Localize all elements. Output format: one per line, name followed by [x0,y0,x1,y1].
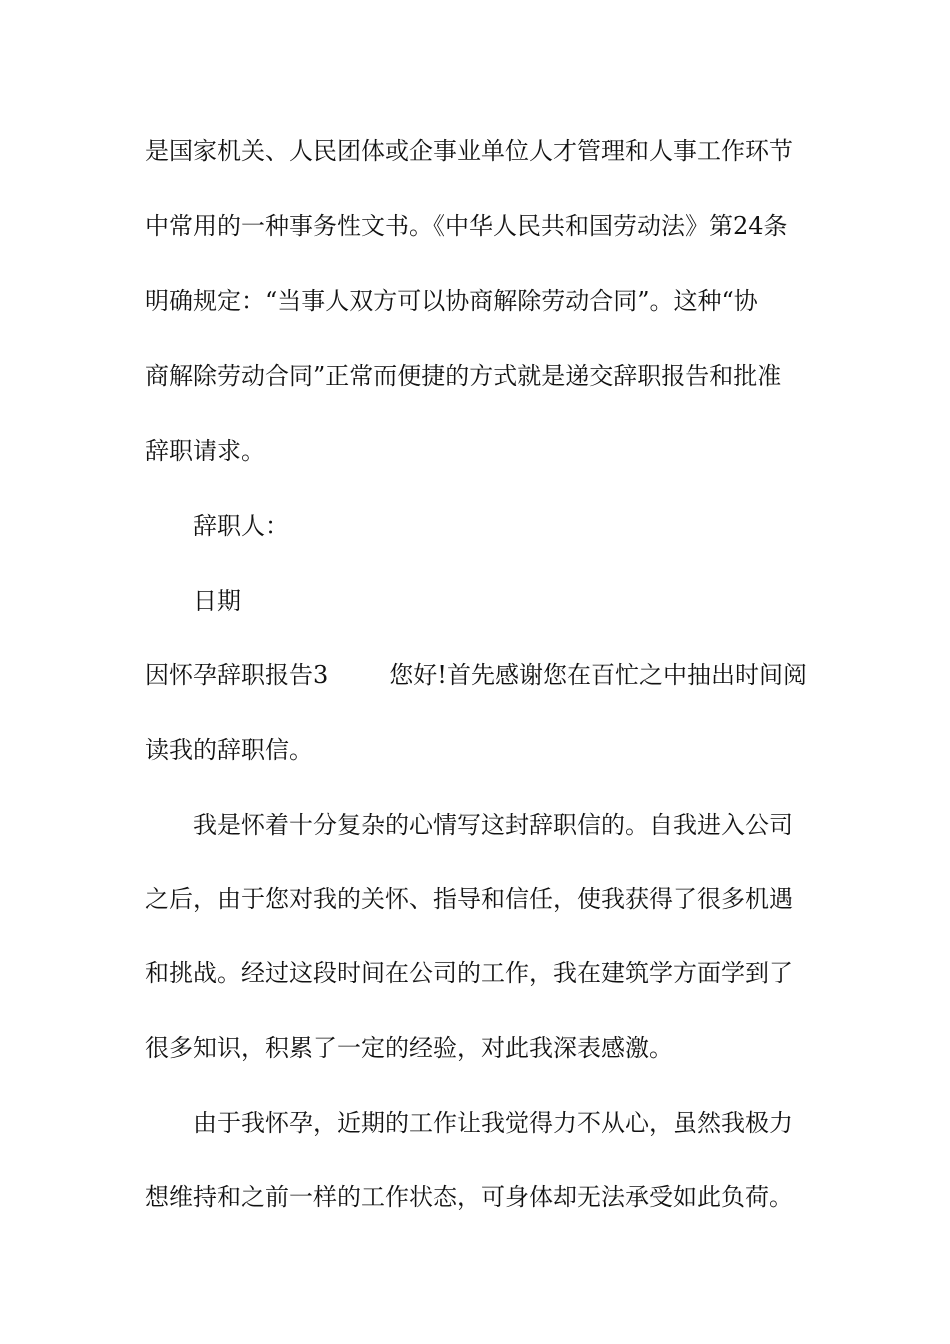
signature-label: 辞职人： [193,512,289,540]
text-line: 之后，由于您对我的关怀、指导和信任，使我获得了很多机遇 [145,885,793,913]
report-heading-line: 因怀孕辞职报告3 您好!首先感谢您在百忙之中抽出时间阅 [145,661,807,689]
text-line: 读我的辞职信。 [145,736,313,764]
text-line: 辞职请求。 [145,437,265,465]
text-line: 很多知识，积累了一定的经验，对此我深表感激。 [145,1034,673,1062]
text-line: 想维持和之前一样的工作状态，可身体却无法承受如此负荷。 [145,1183,793,1211]
text-line: 商解除劳动合同”正常而便捷的方式就是递交辞职报告和批准 [145,362,782,390]
text-line: 明确规定：“当事人双方可以协商解除劳动合同”。这种“协 [145,287,758,315]
paragraph-start-line: 由于我怀孕，近期的工作让我觉得力不从心，虽然我极力 [193,1109,793,1137]
text-line: 和挑战。经过这段时间在公司的工作，我在建筑学方面学到了 [145,959,793,987]
date-label: 日期 [193,587,241,615]
paragraph-start-line: 我是怀着十分复杂的心情写这封辞职信的。自我进入公司 [193,811,793,839]
text-line: 中常用的一种事务性文书。《中华人民共和国劳动法》第24条 [145,212,788,240]
text-line: 是国家机关、人民团体或企事业单位人才管理和人事工作环节 [145,137,793,165]
